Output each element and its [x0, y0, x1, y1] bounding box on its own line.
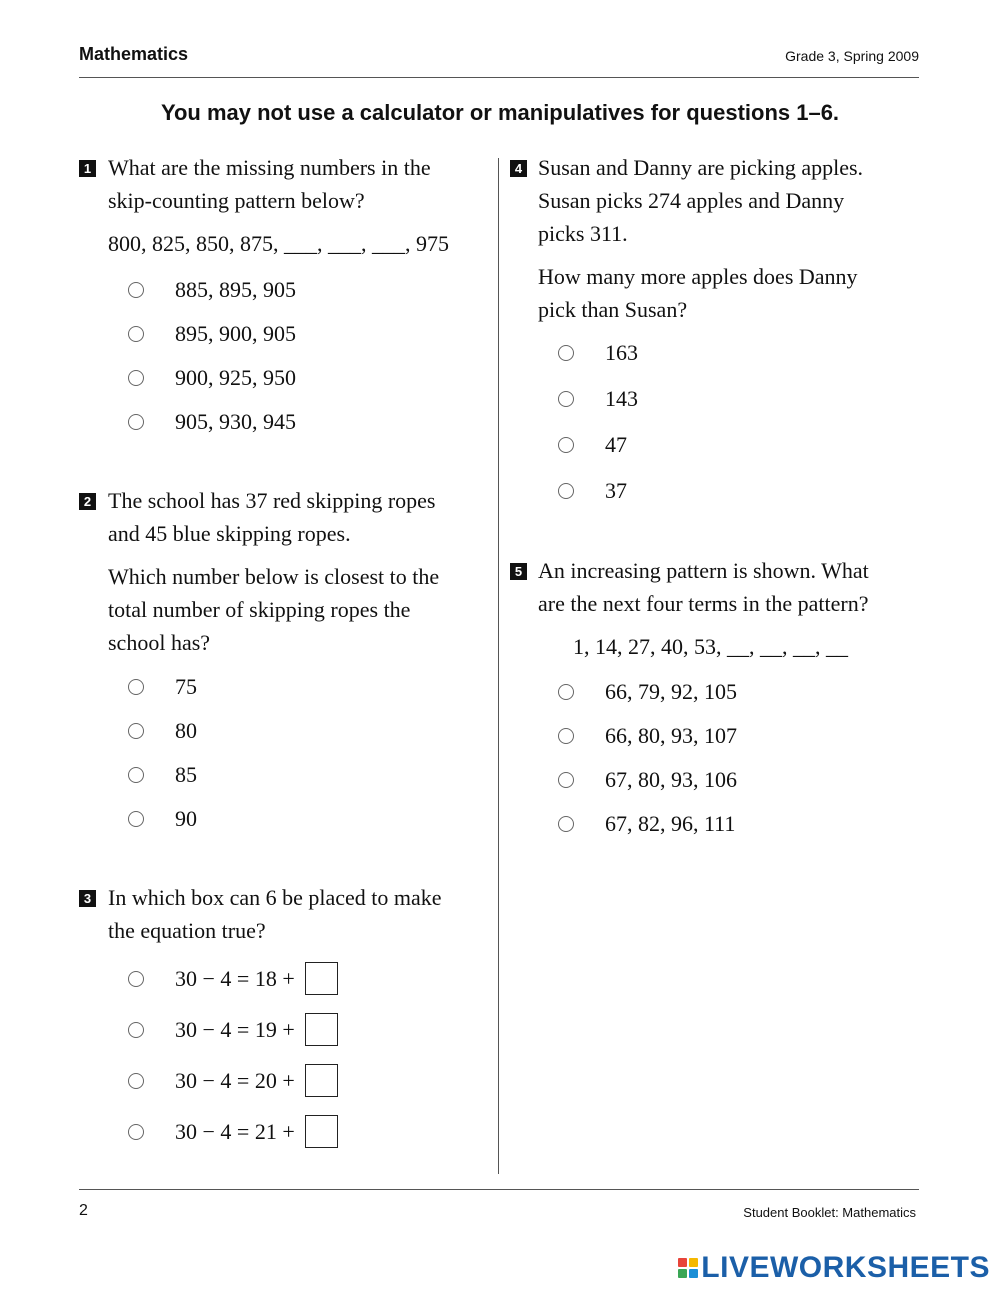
option-row[interactable]: 143 [558, 384, 638, 414]
header-subject: Mathematics [79, 44, 189, 64]
radio-button[interactable] [558, 772, 574, 788]
radio-button[interactable] [128, 1124, 144, 1140]
question-1-pattern: 800, 825, 850, 875, ___, ___, ___, 975 [108, 231, 449, 256]
answer-box[interactable] [305, 1013, 338, 1046]
radio-button[interactable] [128, 971, 144, 987]
option-row[interactable]: 37 [558, 476, 638, 506]
option-row[interactable]: 885, 895, 905 [128, 275, 296, 305]
question-4-options [558, 338, 638, 506]
radio-button[interactable] [558, 684, 574, 700]
question-number-1: 1 [79, 160, 96, 177]
option-row[interactable]: 90 [128, 804, 197, 834]
question-1-options [128, 275, 296, 437]
option-row[interactable]: 47 [558, 430, 638, 460]
radio-button[interactable] [128, 326, 144, 342]
brand-name: LIVEWORKSHEETS [701, 1251, 990, 1284]
question-3-text: In which box can 6 be placed to make the equation true? [108, 885, 442, 943]
radio-button[interactable] [128, 414, 144, 430]
option-row[interactable]: 163 [558, 338, 638, 368]
answer-box[interactable] [305, 962, 338, 995]
header-rule [79, 77, 919, 78]
option-row[interactable]: 30 − 4 = 21 + [128, 1113, 338, 1150]
column-divider [498, 158, 499, 1174]
radio-button[interactable] [558, 728, 574, 744]
question-3-options [128, 960, 338, 1150]
radio-button[interactable] [128, 282, 144, 298]
question-number-3: 3 [79, 890, 96, 907]
liveworksheets-logo [678, 1251, 990, 1285]
option-row[interactable]: 85 [128, 760, 197, 790]
question-1-text: What are the missing numbers in the skip-counting pattern below? [108, 155, 431, 213]
question-number-5: 5 [510, 563, 527, 580]
option-row[interactable]: 67, 80, 93, 106 [558, 765, 737, 795]
instruction-text: You may not use a calculator or manipulatives for questions 1–6. [160, 100, 840, 125]
question-2-options [128, 672, 197, 834]
question-4-text: Susan and Danny are picking apples. Susan picks 274 apples and Danny picks 311. [538, 155, 864, 246]
radio-button[interactable] [558, 345, 574, 361]
option-row[interactable]: 30 − 4 = 18 + [128, 960, 338, 997]
question-number-4: 4 [510, 160, 527, 177]
option-row[interactable]: 67, 82, 96, 111 [558, 809, 737, 839]
footer-rule [79, 1189, 919, 1190]
radio-button[interactable] [558, 483, 574, 499]
option-row[interactable]: 895, 900, 905 [128, 319, 296, 349]
option-row[interactable]: 75 [128, 672, 197, 702]
header-grade: Grade 3, Spring 2009 [785, 48, 919, 64]
option-row[interactable]: 900, 925, 950 [128, 363, 296, 393]
question-4-prompt: How many more apples does Danny pick than Susan? [538, 264, 858, 322]
question-5-options [558, 677, 737, 839]
question-number-2: 2 [79, 493, 96, 510]
question-5-pattern: 1, 14, 27, 40, 53, __, __, __, __ [573, 634, 848, 659]
radio-button[interactable] [558, 391, 574, 407]
option-row[interactable]: 66, 79, 92, 105 [558, 677, 737, 707]
radio-button[interactable] [128, 723, 144, 739]
option-row[interactable]: 80 [128, 716, 197, 746]
option-row[interactable]: 66, 80, 93, 107 [558, 721, 737, 751]
question-2-text: The school has 37 red skipping ropes and 45 blue skipping ropes. [108, 488, 436, 546]
question-2-prompt: Which number below is closest to the total number of skipping ropes the school has? [108, 564, 440, 655]
booklet-title: Student Booklet: Mathematics [743, 1205, 916, 1220]
option-row[interactable]: 30 − 4 = 20 + [128, 1062, 338, 1099]
radio-button[interactable] [128, 679, 144, 695]
logo-grid-icon [678, 1258, 698, 1278]
radio-button[interactable] [128, 370, 144, 386]
answer-box[interactable] [305, 1064, 338, 1097]
page-number: 2 [79, 1202, 88, 1219]
option-row[interactable]: 905, 930, 945 [128, 407, 296, 437]
radio-button[interactable] [558, 816, 574, 832]
radio-button[interactable] [558, 437, 574, 453]
question-5-text: An increasing pattern is shown. What are the next four terms in the pattern? [538, 558, 869, 616]
option-row[interactable]: 30 − 4 = 19 + [128, 1011, 338, 1048]
radio-button[interactable] [128, 1073, 144, 1089]
radio-button[interactable] [128, 1022, 144, 1038]
radio-button[interactable] [128, 767, 144, 783]
radio-button[interactable] [128, 811, 144, 827]
answer-box[interactable] [305, 1115, 338, 1148]
